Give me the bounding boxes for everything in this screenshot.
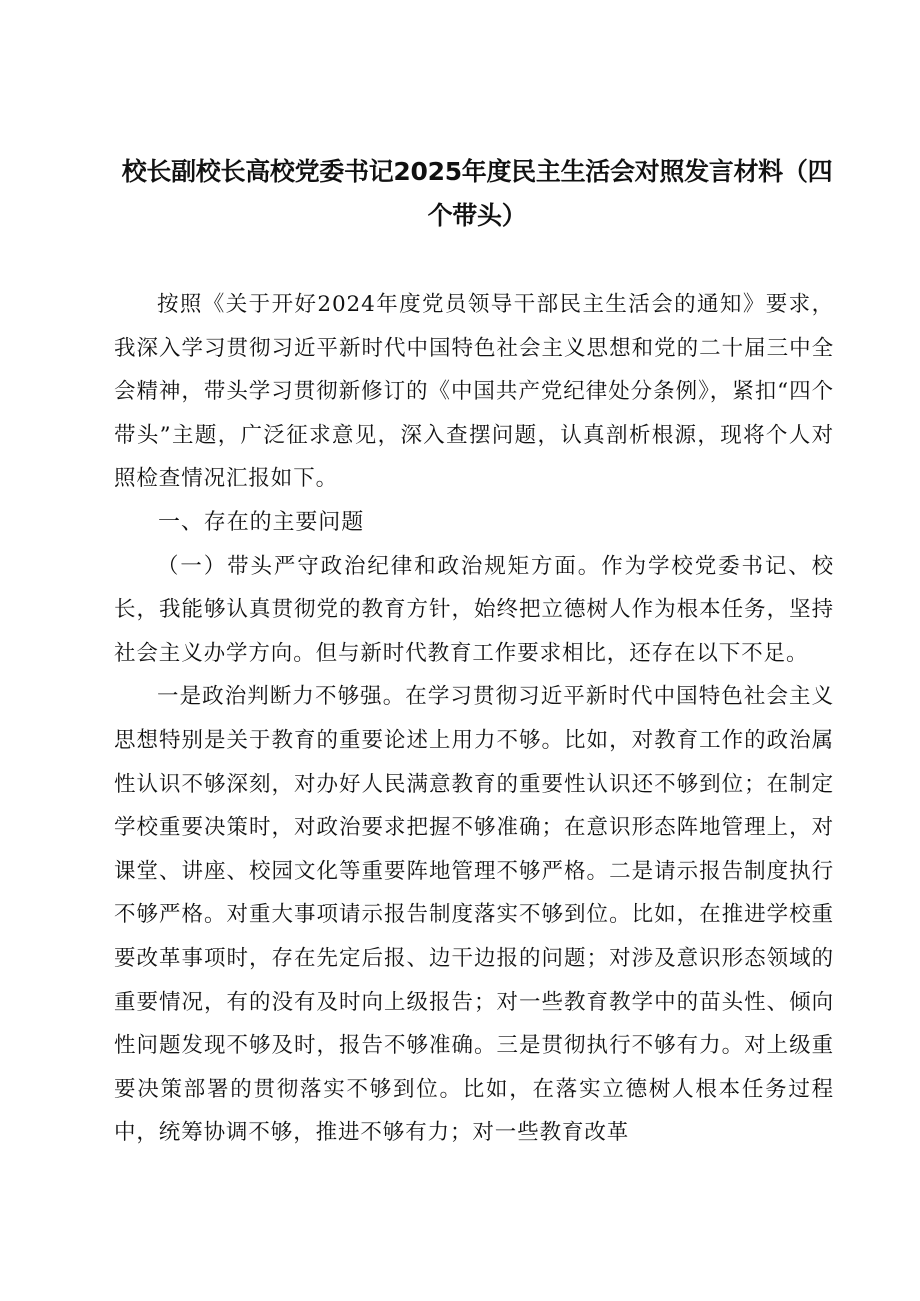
subsection-paragraph: （一）带头严守政治纪律和政治规矩方面。作为学校党委书记、校长，我能够认真贯彻党的教育方针，始终把立德树人作为根本任务，坚持社会主义办学方向。但与新时代教育工作要求相比，还存在以下不足。 <box>114 553 834 666</box>
document-body <box>114 283 834 1155</box>
document-title: 校长副校长高校党委书记2025年度民主生活会对照发言材料（四个带头） <box>121 157 833 230</box>
section-heading: 一、存在的主要问题 <box>158 509 365 535</box>
intro-paragraph: 按照《关于开好2024年度党员领导干部民主生活会的通知》要求，我深入学习贯彻习近平新时代中国特色社会主义思想和党的二十届三中全会精神，带头学习贯彻新修订的《中国共产党纪律处分条例》，紧扣“四个带头”主题，广泛征求意见，深入查摆问题，认真剖析根源，现将个人对照检查情况汇报如下。 <box>114 292 834 492</box>
issues-paragraph: 一是政治判断力不够强。在学习贯彻习近平新时代中国特色社会主义思想特别是关于教育的重要论述上用力不够。比如，对教育工作的政治属性认识不够深刻，对办好人民满意教育的重要性认识还不够到位；在制定学校重要决策时，对政治要求把握不够准确；在意识形态阵地管理上，对课堂、讲座、校园文化等重要阵地管理不够严格。二是请示报告制度执行不够严格。对重大事项请示报告制度落实不够到位。比如，在推进学校重要改革事项时，存在先定后报、边干边报的问题；对涉及意识形态领域的重要情况，有的没有及时向上级报告；对一些教育教学中的苗头性、倾向性问题发现不够及时，报告不够准确。三是贯彻执行不够有力。对上级重要决策部署的贯彻落实不够到位。比如，在落实立德树人根本任务过程中，统筹协调不够，推进不够有力；对一些教育改革 <box>114 684 834 1146</box>
